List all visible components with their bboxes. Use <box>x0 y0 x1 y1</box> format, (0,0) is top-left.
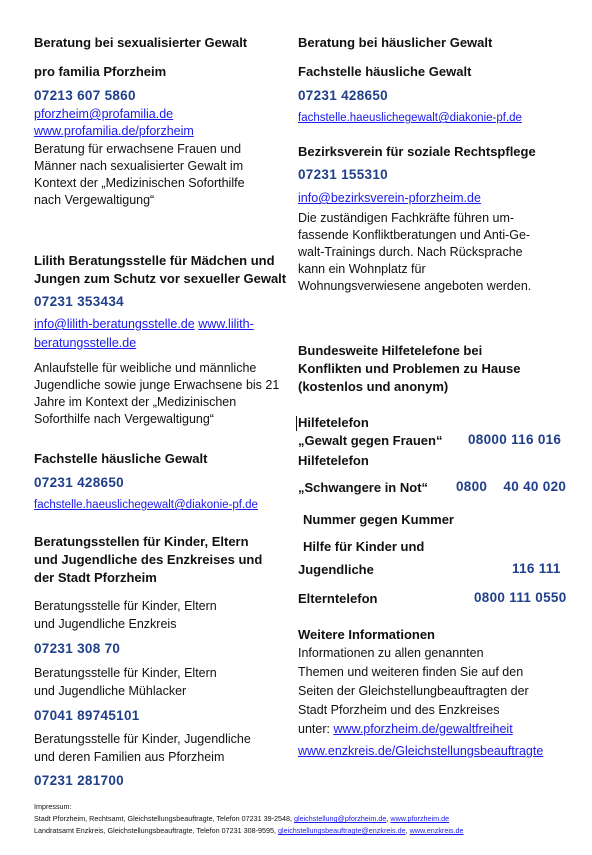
email-fachstelle-left[interactable]: fachstelle.haeuslichegewalt@diakonie-pf.de <box>34 499 258 511</box>
org-pro-familia: pro familia Pforzheim <box>34 64 167 79</box>
text-cursor <box>296 416 297 431</box>
footer-title: Impressum: <box>34 802 72 811</box>
footer-email-pforzheim[interactable]: gleichstellung@pforzheim.de <box>293 814 387 823</box>
desc-line: Männer nach sexualisierter Gewalt im <box>34 159 244 173</box>
elterntelefon-phone: 0800 111 0550 <box>474 590 567 605</box>
email-fachstelle-right[interactable]: fachstelle.haeuslichegewalt@diakonie-pf.de <box>298 112 522 124</box>
heading-lilith: Jungen zum Schutz vor sexueller Gewalt <box>34 271 287 286</box>
schwangere-phone: 0800 40 40 020 <box>456 479 567 494</box>
desc-line: Wohnungsverwiesene angeboten werden. <box>298 279 532 293</box>
heading-beratungsstellen: Beratungsstellen für Kinder, Eltern <box>34 534 249 549</box>
heading-beratungsstellen: und Jugendliche des Enzkreises und <box>34 552 263 567</box>
kinder-label: Jugendliche <box>298 562 374 577</box>
phone-pro-familia: 07213 607 5860 <box>34 88 136 103</box>
heading-beratungsstellen: der Stadt Pforzheim <box>34 570 157 585</box>
desc-line: Kontext der „Medizinischen Soforthilfe <box>34 176 245 190</box>
email-bezirksverein[interactable]: info@bezirksverein-pforzheim.de <box>298 191 481 205</box>
phone-fachstelle-left: 07231 428650 <box>34 475 124 490</box>
gewalt-gegen-frauen-label: „Gewalt gegen Frauen“ <box>298 433 443 448</box>
heading-sexualisierte-gewalt: Beratung bei sexualisierter Gewalt <box>34 35 248 50</box>
elterntelefon-label: Elterntelefon <box>298 591 378 606</box>
phone-lilith: 07231 353434 <box>34 294 124 309</box>
phone-bezirksverein: 07231 155310 <box>298 167 388 182</box>
entry-name: Beratungsstelle für Kinder, Jugendliche <box>34 732 251 746</box>
email-lilith[interactable]: info@lilith-beratungsstelle.de <box>34 317 195 331</box>
info-line: Stadt Pforzheim und des Enzkreises <box>298 703 500 717</box>
desc-line: fassende Konfliktberatungen und Anti-Ge- <box>298 228 531 242</box>
desc-line: Beratung für erwachsene Frauen und <box>34 142 242 156</box>
heading-haeusliche-gewalt: Beratung bei häuslicher Gewalt <box>298 35 493 50</box>
heading-fachstelle-left: Fachstelle häusliche Gewalt <box>34 451 208 466</box>
info-line: Informationen zu allen genannten <box>298 646 484 660</box>
schwangere-label: „Schwangere in Not“ <box>298 480 429 495</box>
web-pforzheim-gewaltfreiheit[interactable]: www.pforzheim.de/gewaltfreiheit <box>333 722 513 736</box>
heading-weitere-informationen: Weitere Informationen <box>298 627 436 642</box>
footer-web-enzkreis[interactable]: www.enzkreis.de <box>409 826 464 835</box>
footer-text: Stadt Pforzheim, Rechtsamt, Gleichstellungsbeauftragte, Telefon 07231 39-2548, <box>34 814 294 823</box>
unter-label: unter: <box>298 722 334 736</box>
footer-separator: , <box>386 814 391 823</box>
footer-line-enzkreis <box>34 826 464 835</box>
footer-text: Landratsamt Enzkreis, Gleichstellungsbeauftragte, Telefon 07231 308-9595, <box>34 826 278 835</box>
hilfetelefon-label: Hilfetelefon <box>298 415 369 430</box>
heading-hilfetelefone: (kostenlos und anonym) <box>298 379 449 394</box>
entry-phone: 07041 89745101 <box>34 708 140 723</box>
desc-line: Jahre im Kontext der „Medizinischen <box>34 395 237 409</box>
web-lilith-cont[interactable]: beratungsstelle.de <box>34 336 137 350</box>
heading-hilfetelefone: Bundesweite Hilfetelefone bei <box>298 343 483 358</box>
entry-name: Beratungsstelle für Kinder, Eltern <box>34 666 217 680</box>
web-enzkreis-gleichstellung[interactable]: www.enzkreis.de/Gleichstellungsbeauftragte <box>298 744 544 758</box>
entry-phone: 07231 281700 <box>34 773 124 788</box>
kummer-label: Nummer gegen Kummer <box>303 512 454 527</box>
heading-hilfetelefone: Konflikten und Problemen zu Hause <box>298 361 521 376</box>
phone-fachstelle-right: 07231 428650 <box>298 88 388 103</box>
desc-line: Soforthilfe nach Vergewaltigung“ <box>34 412 214 426</box>
entry-name: und Jugendliche Enzkreis <box>34 617 177 631</box>
desc-line: kann ein Wohnplatz für <box>298 262 426 276</box>
desc-line: Anlaufstelle für weibliche und männliche <box>34 361 257 375</box>
org-fachstelle: Fachstelle häusliche Gewalt <box>298 64 472 79</box>
footer-separator: , <box>405 826 410 835</box>
desc-line: nach Vergewaltigung“ <box>34 193 155 207</box>
lilith-links <box>34 317 254 331</box>
gewalt-gegen-frauen-phone: 08000 116 016 <box>468 432 562 447</box>
entry-name: und deren Familien aus Pforzheim <box>34 750 225 764</box>
heading-lilith: Lilith Beratungsstelle für Mädchen und <box>34 253 275 268</box>
entry-name: und Jugendliche Mühlacker <box>34 684 187 698</box>
info-line: Themen und weiteren finden Sie auf den <box>298 665 524 679</box>
info-line: Seiten der Gleichstellungbeauftragten der <box>298 684 529 698</box>
kinder-label: Hilfe für Kinder und <box>303 539 425 554</box>
heading-bezirksverein: Bezirksverein für soziale Rechtspflege <box>298 144 536 159</box>
info-line-unter <box>298 721 513 738</box>
footer-line-pforzheim <box>34 814 449 823</box>
footer-web-pforzheim[interactable]: www.pforzheim.de <box>390 814 450 823</box>
desc-line: walt-Trainings durch. Nach Rücksprache <box>298 245 523 259</box>
web-lilith[interactable]: www.lilith- <box>198 317 254 331</box>
desc-line: Jugendliche sowie junge Erwachsene bis 21 <box>34 378 280 392</box>
footer-email-enzkreis[interactable]: gleichstellungsbeauftragte@enzkreis.de <box>278 826 406 835</box>
entry-name: Beratungsstelle für Kinder, Eltern <box>34 599 217 613</box>
web-pro-familia[interactable]: www.profamilia.de/pforzheim <box>34 124 194 138</box>
email-pro-familia[interactable]: pforzheim@profamilia.de <box>34 107 174 121</box>
entry-phone: 07231 308 70 <box>34 641 121 656</box>
desc-line: Die zuständigen Fachkräfte führen um- <box>298 211 515 225</box>
kinder-phone: 116 111 <box>512 561 561 576</box>
hilfetelefon-label: Hilfetelefon <box>298 453 369 468</box>
